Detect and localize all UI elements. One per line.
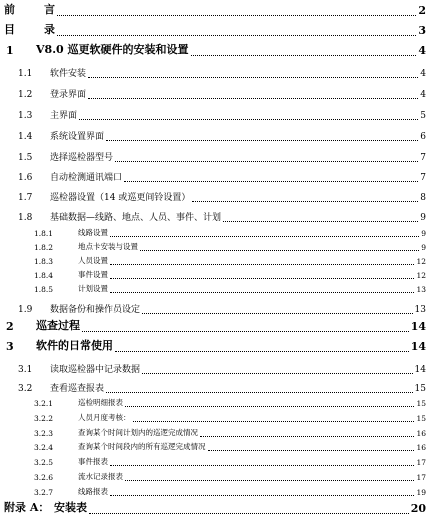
toc-entry-title: 人员月度考核： xyxy=(78,413,131,422)
toc-entry-page: 16 xyxy=(416,429,426,438)
toc-entry-1-2[interactable] xyxy=(0,87,432,101)
toc-entry-title: 查看巡查报表 xyxy=(50,384,105,394)
toc-entry-1-8[interactable] xyxy=(0,210,432,224)
toc-leader-dots xyxy=(57,15,416,16)
toc-leader-dots xyxy=(125,406,414,407)
toc-leader-dots xyxy=(57,35,416,36)
toc-entry-number: 1.2 xyxy=(18,90,33,100)
toc-leader-dots xyxy=(88,98,418,99)
toc-entry-preface[interactable] xyxy=(0,4,432,18)
toc-entry-3-2[interactable] xyxy=(0,381,432,395)
toc-entry-contents[interactable] xyxy=(0,24,432,38)
toc-entry-1-6[interactable] xyxy=(0,170,432,184)
toc-entry-number: 目 xyxy=(4,23,15,36)
toc-entry-page: 9 xyxy=(420,213,426,223)
toc-leader-dots xyxy=(110,465,414,466)
toc-entry-3-2-5[interactable] xyxy=(0,454,432,468)
toc-entry-1-9[interactable] xyxy=(0,302,432,316)
toc-entry-number: 1.9 xyxy=(18,305,33,315)
toc-leader-dots xyxy=(115,351,409,352)
toc-entry-title: 流水记录报表 xyxy=(78,472,123,481)
toc-entry-title: 事件报表 xyxy=(78,457,108,466)
toc-entry-title: V8.0 巡更软硬件的安装和设置 xyxy=(36,43,189,56)
toc-leader-dots xyxy=(82,331,409,332)
toc-entry-page: 9 xyxy=(421,229,426,238)
toc-leader-dots xyxy=(115,161,418,162)
toc-entry-1-8-4[interactable] xyxy=(0,267,432,281)
toc-leader-dots xyxy=(89,513,409,514)
toc-entry-3-1[interactable] xyxy=(0,362,432,376)
toc-entry-number: 1.8.5 xyxy=(34,285,54,294)
toc-entry-title: 线路报表 xyxy=(78,487,108,496)
toc-entry-page: 12 xyxy=(416,257,426,266)
toc-entry-page: 3 xyxy=(418,24,426,37)
toc-entry-1-8-3[interactable] xyxy=(0,253,432,267)
toc-leader-dots xyxy=(223,221,418,222)
toc-entry-number: 3.2.2 xyxy=(34,414,54,423)
toc-entry-number: 1.3 xyxy=(18,111,33,121)
toc-entry-page: 20 xyxy=(410,502,426,515)
toc-leader-dots xyxy=(110,495,414,496)
toc-entry-1-5[interactable] xyxy=(0,150,432,164)
toc-entry-title: 选择巡检器型号 xyxy=(50,153,114,163)
toc-entry-page: 9 xyxy=(421,243,426,252)
toc-leader-dots xyxy=(110,278,414,279)
toc-entry-page: 19 xyxy=(416,488,426,497)
toc-entry-page: 14 xyxy=(410,320,426,333)
toc-entry-page: 15 xyxy=(414,384,426,394)
toc-entry-number: 3.2.6 xyxy=(34,473,54,482)
toc-entry-title: 录 xyxy=(44,23,55,36)
toc-entry-1-8-5[interactable] xyxy=(0,281,432,295)
toc-entry-number: 3.2.3 xyxy=(34,429,54,438)
toc-entry-appendix-a[interactable] xyxy=(0,502,432,516)
toc-entry-page: 4 xyxy=(420,90,426,100)
toc-leader-dots xyxy=(106,140,418,141)
toc-entry-3-2-2[interactable] xyxy=(0,410,432,424)
toc-entry-chapter-2[interactable] xyxy=(0,320,432,334)
toc-entry-title: 查询某个时间计划内的巡逻完成情况 xyxy=(78,428,198,437)
toc-entry-title: 系统设置界面 xyxy=(50,132,105,142)
toc-leader-dots xyxy=(140,250,419,251)
toc-entry-page: 6 xyxy=(420,132,426,142)
toc-entry-number: 3.1 xyxy=(18,365,33,375)
toc-entry-page: 15 xyxy=(416,414,426,423)
toc-entry-number: 1.8.1 xyxy=(34,229,54,238)
toc-entry-page: 4 xyxy=(420,69,426,79)
toc-entry-number: 1.8.4 xyxy=(34,271,54,280)
toc-entry-number: 3.2.4 xyxy=(34,443,54,452)
toc-entry-title: 安装表 xyxy=(54,501,87,514)
toc-entry-title: 自动检测通讯端口 xyxy=(50,173,123,183)
toc-entry-title: 基础数据—线路、地点、人员、事件、计划 xyxy=(50,213,222,223)
toc-entry-title: 读取巡检器中记录数据 xyxy=(50,365,141,375)
toc-entry-3-2-4[interactable] xyxy=(0,439,432,453)
toc-entry-title: 线路设置 xyxy=(78,228,108,237)
toc-entry-chapter-1[interactable] xyxy=(0,44,432,58)
toc-leader-dots xyxy=(125,480,414,481)
toc-entry-page: 14 xyxy=(410,340,426,353)
toc-entry-number: 3 xyxy=(6,340,14,353)
toc-entry-page: 7 xyxy=(420,173,426,183)
toc-entry-title: 言 xyxy=(44,3,55,16)
toc-entry-page: 13 xyxy=(414,305,426,315)
toc-leader-dots xyxy=(208,450,414,451)
toc-entry-number: 1.8.3 xyxy=(34,257,54,266)
toc-entry-1-4[interactable] xyxy=(0,129,432,143)
toc-entry-page: 14 xyxy=(414,365,426,375)
toc-entry-title: 事件设置 xyxy=(78,270,108,279)
toc-entry-number: 1.8 xyxy=(18,213,33,223)
toc-leader-dots xyxy=(106,392,413,393)
toc-entry-number: 1.6 xyxy=(18,173,33,183)
toc-leader-dots xyxy=(191,55,416,56)
toc-entry-3-2-3[interactable] xyxy=(0,425,432,439)
toc-entry-title: 巡检器设置（14 或巡更间铃设置） xyxy=(50,193,191,203)
toc-entry-number: 2 xyxy=(6,320,14,333)
toc-entry-page: 8 xyxy=(420,193,426,203)
toc-entry-1-1[interactable] xyxy=(0,66,432,80)
toc-entry-number: 1.5 xyxy=(18,153,33,163)
toc-entry-title: 人员设置 xyxy=(78,256,108,265)
toc-entry-title: 计划设置 xyxy=(78,284,108,293)
toc-leader-dots xyxy=(124,181,418,182)
toc-entry-number: 1.7 xyxy=(18,193,33,203)
toc-entry-page: 17 xyxy=(416,473,426,482)
toc-entry-title: 地点卡安装与设置 xyxy=(78,242,138,251)
toc-entry-3-2-7[interactable] xyxy=(0,484,432,498)
toc-leader-dots xyxy=(110,292,414,293)
toc-leader-dots xyxy=(110,264,414,265)
toc-entry-title: 登录界面 xyxy=(50,90,87,100)
toc-entry-number: 3.2 xyxy=(18,384,33,394)
toc-leader-dots xyxy=(142,373,413,374)
toc-leader-dots xyxy=(142,313,413,314)
toc-leader-dots xyxy=(133,421,414,422)
toc-entry-page: 5 xyxy=(420,111,426,121)
toc-leader-dots xyxy=(79,119,418,120)
toc-entry-number: 1 xyxy=(6,44,14,57)
toc-entry-title: 数据备份和操作员设定 xyxy=(50,305,141,315)
toc-entry-number: 1.8.2 xyxy=(34,243,54,252)
toc-entry-number: 1.1 xyxy=(18,69,33,79)
toc-leader-dots xyxy=(88,77,418,78)
toc-leader-dots xyxy=(200,436,414,437)
toc-entry-title: 巡查过程 xyxy=(36,319,80,332)
toc-entry-number: 3.2.7 xyxy=(34,488,54,497)
toc-entry-page: 13 xyxy=(416,285,426,294)
toc-entry-number: 附录 A： xyxy=(4,501,50,514)
toc-entry-1-7[interactable] xyxy=(0,190,432,204)
toc-entry-page: 2 xyxy=(418,4,426,17)
toc-entry-page: 16 xyxy=(416,443,426,452)
toc-entry-1-8-2[interactable] xyxy=(0,239,432,253)
toc-entry-title: 巡检明细报表 xyxy=(78,398,123,407)
toc-entry-title: 软件安装 xyxy=(50,69,87,79)
toc-entry-page: 4 xyxy=(418,44,426,57)
toc-entry-page: 12 xyxy=(416,271,426,280)
toc-entry-number: 3.2.1 xyxy=(34,399,54,408)
toc-entry-3-2-6[interactable] xyxy=(0,469,432,483)
toc-entry-title: 查询某个时间段内的所有巡逻完成情况 xyxy=(78,442,206,451)
toc-entry-1-8-1[interactable] xyxy=(0,225,432,239)
toc-leader-dots xyxy=(192,201,418,202)
toc-entry-title: 软件的日常使用 xyxy=(36,339,113,352)
toc-entry-3-2-1[interactable] xyxy=(0,395,432,409)
toc-entry-title: 主界面 xyxy=(50,111,78,121)
toc-entry-page: 15 xyxy=(416,399,426,408)
toc-entry-chapter-3[interactable] xyxy=(0,340,432,354)
toc-entry-page: 7 xyxy=(420,153,426,163)
toc-leader-dots xyxy=(110,236,419,237)
toc-entry-number: 前 xyxy=(4,3,15,16)
toc-entry-1-3[interactable] xyxy=(0,108,432,122)
toc-entry-page: 17 xyxy=(416,458,426,467)
toc-entry-number: 3.2.5 xyxy=(34,458,54,467)
toc-entry-number: 1.4 xyxy=(18,132,33,142)
